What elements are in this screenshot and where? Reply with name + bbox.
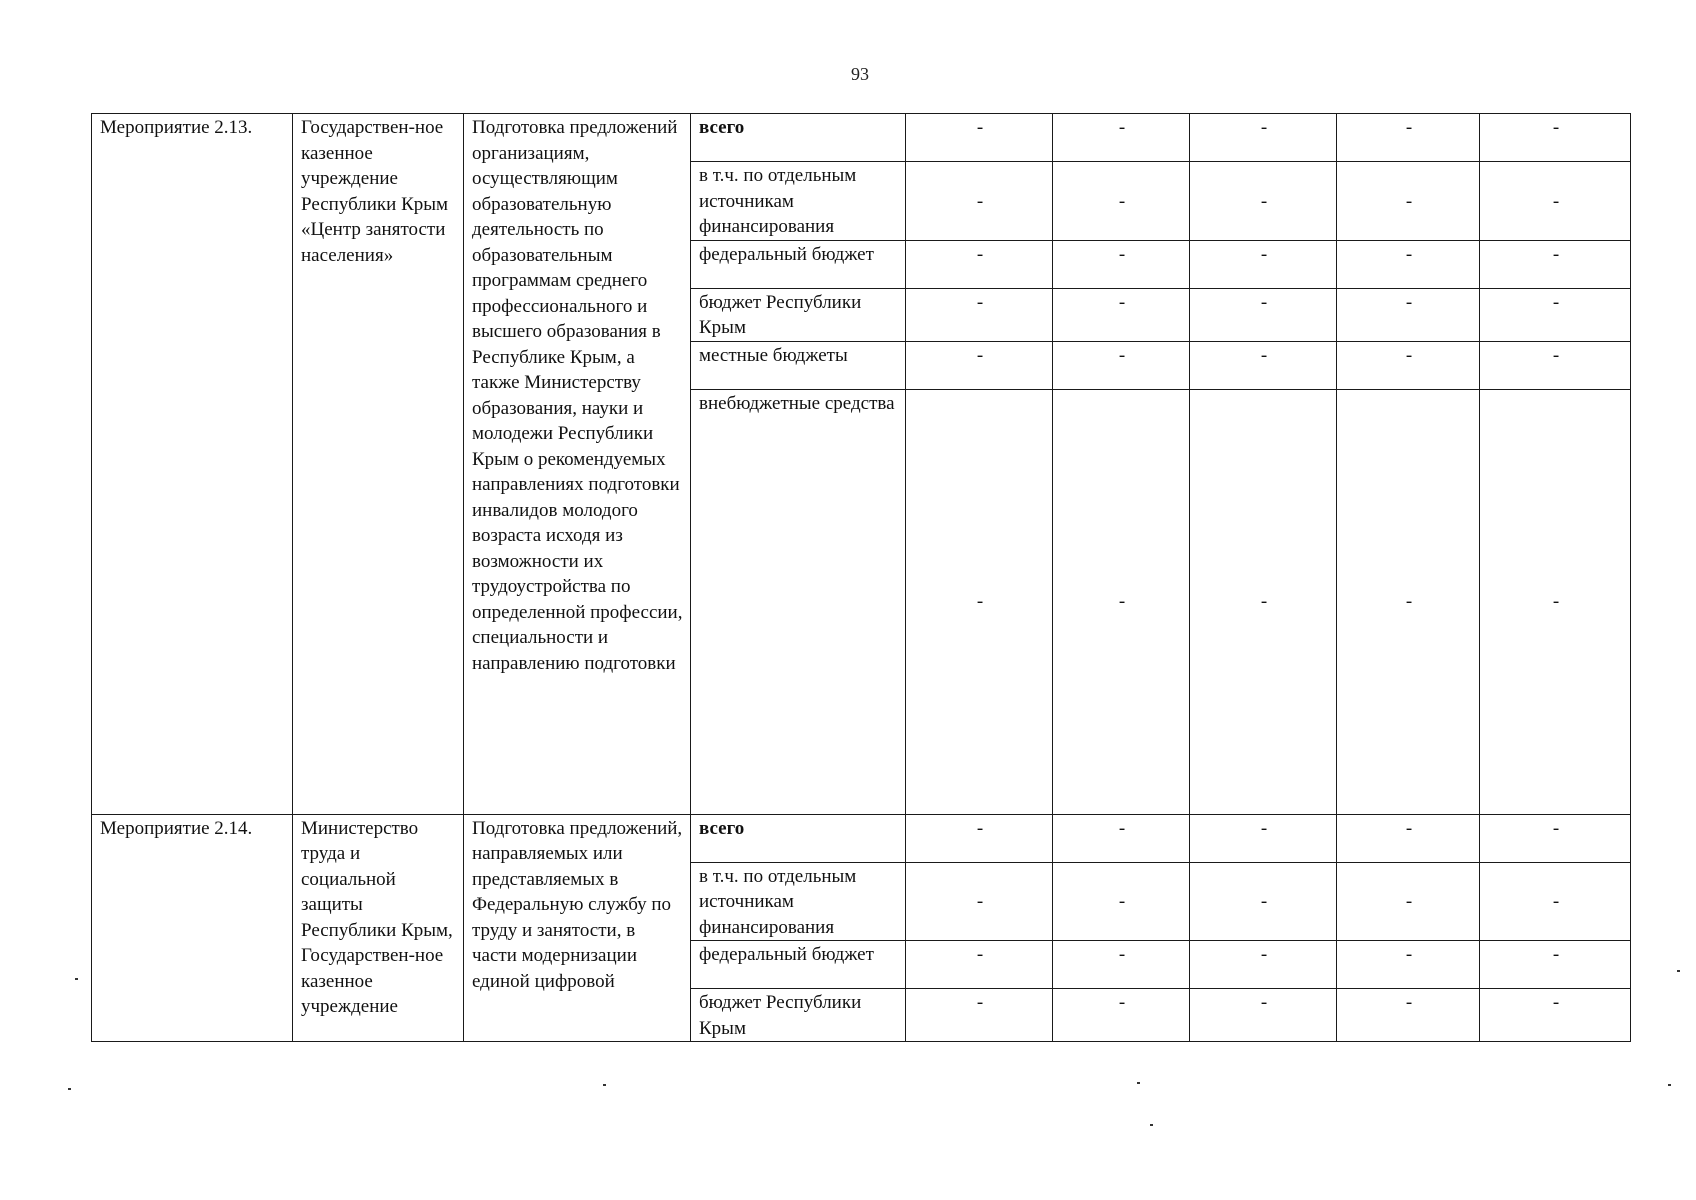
funding-source: местные бюджеты <box>691 341 906 389</box>
value-cell: - <box>1053 288 1190 341</box>
event-executor: Государствен-ное казенное учреждение Республики Крым «Центр занятости населения» <box>293 114 464 815</box>
value-cell: - <box>1480 989 1631 1042</box>
value-cell: - <box>906 114 1053 162</box>
value-cell: - <box>906 341 1053 389</box>
event-description: Подготовка предложений организациям, осуществляющим образовательную деятельность по образовательным программам среднего профессионального и высшего образования в Республике Крым, а также Министерству образования, науки и молодежи Республики Крым о рекомендуемых направлениях подготовки инвалидов молодого возраста исходя из возможности их трудоустройства по определенной профессии, специальности и направлению подготовки <box>464 114 691 815</box>
scan-speck <box>68 1088 71 1090</box>
value-cell: - <box>1053 162 1190 241</box>
funding-source: в т.ч. по отдельным источникам финансирования <box>691 862 906 941</box>
value-cell: - <box>1190 862 1337 941</box>
value-cell: - <box>1053 341 1190 389</box>
value-cell: - <box>1480 240 1631 288</box>
event-executor: Министерство труда и социальной защиты Республики Крым, Государствен-ное казенное учреждение <box>293 814 464 1042</box>
value-cell: - <box>1190 162 1337 241</box>
value-cell: - <box>1480 389 1631 814</box>
value-cell: - <box>906 240 1053 288</box>
funding-source: всего <box>691 814 906 862</box>
funding-source: бюджет Республики Крым <box>691 288 906 341</box>
value-cell: - <box>1480 814 1631 862</box>
value-cell: - <box>906 989 1053 1042</box>
value-cell: - <box>1190 288 1337 341</box>
value-cell: - <box>1337 288 1480 341</box>
value-cell: - <box>1053 862 1190 941</box>
scan-speck <box>1150 1124 1153 1126</box>
value-cell: - <box>1190 989 1337 1042</box>
value-cell: - <box>1190 114 1337 162</box>
value-cell: - <box>1337 240 1480 288</box>
value-cell: - <box>1480 341 1631 389</box>
scan-speck <box>1677 970 1680 972</box>
funding-source: всего <box>691 114 906 162</box>
page-number: 93 <box>851 64 869 84</box>
value-cell: - <box>1480 114 1631 162</box>
scan-speck <box>1137 1082 1140 1084</box>
value-cell: - <box>1337 989 1480 1042</box>
value-cell: - <box>1053 941 1190 989</box>
value-cell: - <box>1480 941 1631 989</box>
value-cell: - <box>1337 814 1480 862</box>
funding-source: внебюджетные средства <box>691 389 906 814</box>
funding-source: бюджет Республики Крым <box>691 989 906 1042</box>
value-cell: - <box>1053 389 1190 814</box>
scan-speck <box>75 978 78 980</box>
funding-source: федеральный бюджет <box>691 240 906 288</box>
value-cell: - <box>1190 941 1337 989</box>
value-cell: - <box>1053 114 1190 162</box>
value-cell: - <box>1190 341 1337 389</box>
scan-speck <box>1668 1084 1671 1086</box>
value-cell: - <box>1337 941 1480 989</box>
value-cell: - <box>1190 389 1337 814</box>
funding-source: в т.ч. по отдельным источникам финансирования <box>691 162 906 241</box>
value-cell: - <box>1337 114 1480 162</box>
value-cell: - <box>1480 862 1631 941</box>
value-cell: - <box>1337 389 1480 814</box>
event-description: Подготовка предложений, направляемых или представляемых в Федеральную службу по труду и занятости, в части модернизации единой цифровой <box>464 814 691 1042</box>
value-cell: - <box>1480 162 1631 241</box>
value-cell: - <box>906 162 1053 241</box>
program-budget-table <box>91 113 1631 1042</box>
value-cell: - <box>906 389 1053 814</box>
event-label: Мероприятие 2.14. <box>92 814 293 1042</box>
value-cell: - <box>906 814 1053 862</box>
value-cell: - <box>906 941 1053 989</box>
value-cell: - <box>906 862 1053 941</box>
value-cell: - <box>1053 814 1190 862</box>
value-cell: - <box>906 288 1053 341</box>
table-row <box>92 114 1631 162</box>
value-cell: - <box>1337 862 1480 941</box>
value-cell: - <box>1190 814 1337 862</box>
table-row <box>92 814 1631 862</box>
value-cell: - <box>1480 288 1631 341</box>
value-cell: - <box>1053 989 1190 1042</box>
event-label: Мероприятие 2.13. <box>92 114 293 815</box>
scan-speck <box>603 1084 606 1086</box>
value-cell: - <box>1337 341 1480 389</box>
value-cell: - <box>1190 240 1337 288</box>
value-cell: - <box>1337 162 1480 241</box>
value-cell: - <box>1053 240 1190 288</box>
funding-source: федеральный бюджет <box>691 941 906 989</box>
